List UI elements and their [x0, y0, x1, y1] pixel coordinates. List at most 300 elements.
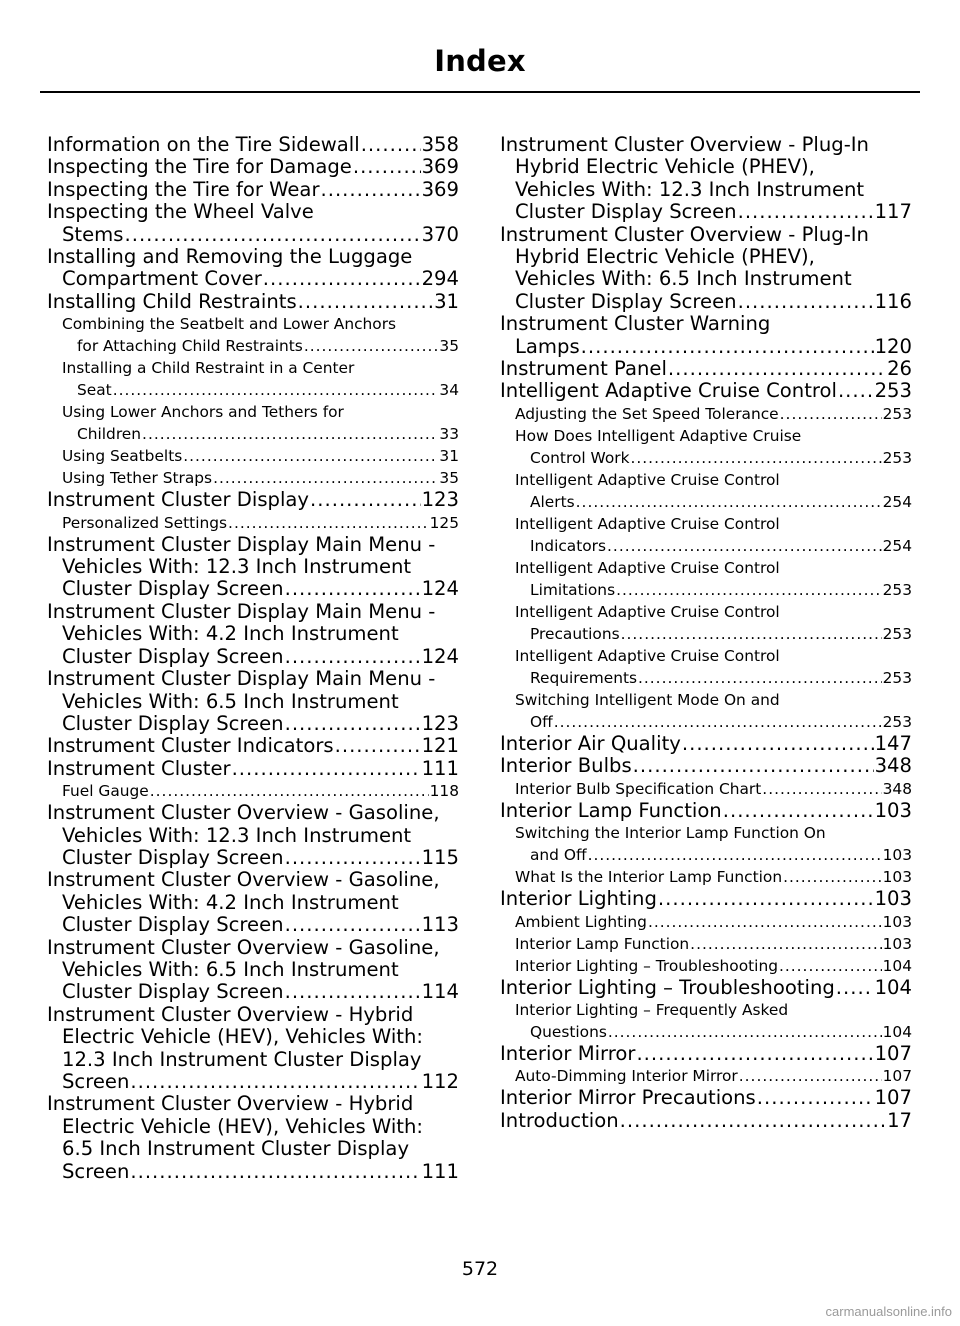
index-subentry	[62, 313, 459, 357]
entry-text: Intelligent Adaptive Cruise Control	[515, 558, 780, 577]
index-entry-line	[47, 847, 459, 869]
index-entry-line	[500, 1087, 912, 1109]
index-entry	[500, 733, 912, 755]
index-entry	[47, 1004, 459, 1094]
index-entry-line	[47, 646, 459, 668]
dot-leader	[607, 535, 882, 557]
index-subentry	[515, 1065, 912, 1087]
entry-text: Vehicles With: 6.5 Inch Instrument	[62, 957, 399, 981]
index-entry-line	[62, 445, 459, 467]
dot-leader	[762, 778, 881, 800]
index-subentry	[515, 689, 912, 733]
page-reference: 33	[439, 425, 459, 444]
index-subentry	[515, 955, 912, 977]
entry-text: Using Tether Straps	[62, 469, 213, 488]
dot-leader	[621, 623, 882, 645]
index-entry	[47, 489, 459, 511]
dot-leader	[228, 512, 429, 534]
index-entry-line	[500, 336, 912, 358]
index-entry-line	[62, 467, 459, 489]
entry-text: Cluster Display Screen	[62, 644, 284, 668]
entry-text: Interior Lamp Function	[500, 798, 722, 822]
page-reference: 107	[882, 1067, 912, 1086]
entry-text: Hybrid Electric Vehicle (PHEV),	[515, 155, 815, 179]
dot-leader	[285, 646, 421, 668]
dot-leader	[353, 156, 421, 178]
entry-text: Stems	[62, 222, 124, 246]
entry-text: Intelligent Adaptive Cruise Control	[515, 470, 780, 489]
index-subentry	[515, 557, 912, 601]
dot-leader	[285, 713, 421, 735]
entry-text: Installing Child Restraints	[47, 289, 297, 313]
dot-leader	[608, 1021, 882, 1043]
dot-leader	[113, 379, 439, 401]
index-entry	[47, 156, 459, 178]
entry-text: Using Lower Anchors and Tethers for	[62, 403, 344, 422]
index-entry	[500, 888, 912, 910]
index-subentry	[515, 513, 912, 557]
index-subentry	[62, 401, 459, 445]
entry-text: Interior Bulbs	[500, 754, 632, 778]
entry-text: Off	[530, 712, 553, 731]
dot-leader	[130, 1161, 420, 1183]
page-reference: 253	[882, 712, 912, 731]
index-entry	[47, 534, 459, 601]
index-entry-line	[47, 1071, 459, 1093]
entry-text: Switching Intelligent Mode On and	[515, 690, 780, 709]
index-entry-line	[515, 623, 912, 645]
dot-leader	[285, 981, 421, 1003]
entry-text: Cluster Display Screen	[62, 913, 284, 937]
index-entry	[47, 802, 459, 869]
page-reference: 35	[439, 469, 459, 488]
dot-leader	[321, 179, 421, 201]
entry-text: Compartment Cover	[62, 267, 262, 291]
dot-leader	[738, 291, 874, 313]
entry-text: Instrument Cluster Overview - Gasoline,	[47, 935, 440, 959]
entry-text: Interior Mirror Precautions	[500, 1086, 756, 1110]
entry-text: Instrument Cluster Overview - Gasoline,	[47, 868, 440, 892]
entry-text: Instrument Panel	[500, 357, 667, 381]
index-entry-line	[515, 491, 912, 513]
dot-leader	[723, 800, 874, 822]
index-entry-line	[62, 379, 459, 401]
entry-text: 6.5 Inch Instrument Cluster Display	[62, 1137, 410, 1161]
index-entry-line	[500, 1110, 912, 1132]
page-reference: 111	[421, 1159, 459, 1183]
dot-leader	[780, 403, 882, 425]
index-entry-line	[500, 800, 912, 822]
index-entry	[500, 1043, 912, 1065]
entry-text: Interior Lighting – Troubleshooting	[500, 975, 835, 999]
page-reference: 253	[882, 624, 912, 643]
index-entry-line	[47, 134, 459, 156]
dot-leader	[581, 336, 874, 358]
dot-leader	[124, 224, 420, 246]
dot-leader	[658, 888, 874, 910]
entry-text: Ambient Lighting	[515, 912, 647, 931]
entry-text: Instrument Cluster Display	[47, 488, 310, 512]
index-entry	[500, 358, 912, 380]
index-column-left	[47, 134, 459, 1183]
dot-leader	[779, 955, 882, 977]
index-entry-line	[47, 179, 459, 201]
entry-text: Instrument Cluster Overview - Gasoline,	[47, 801, 440, 825]
page-reference: 254	[882, 536, 912, 555]
page-reference: 253	[874, 379, 912, 403]
page-reference: 115	[421, 845, 459, 869]
dot-leader	[690, 933, 881, 955]
entry-text: Inspecting the Wheel Valve	[47, 200, 314, 224]
page-reference: 26	[887, 357, 912, 381]
dot-leader	[636, 1043, 873, 1065]
index-entry	[500, 380, 912, 402]
entry-text: Introduction	[500, 1108, 619, 1132]
entry-text: Instrument Cluster Overview - Plug-In	[500, 133, 869, 156]
entry-text: Electric Vehicle (HEV), Vehicles With:	[62, 1114, 423, 1138]
page-reference: 125	[429, 513, 459, 532]
page-number: 572	[461, 1258, 499, 1280]
index-entry-line	[500, 733, 912, 755]
page-reference: 103	[882, 868, 912, 887]
index-entry-line	[62, 423, 459, 445]
dot-leader	[588, 844, 882, 866]
index-entry-line	[515, 911, 912, 933]
index-entry-line	[515, 447, 912, 469]
entry-text: Vehicles With: 12.3 Inch Instrument	[515, 177, 865, 201]
index-entry-line	[47, 156, 459, 178]
entry-text: Instrument Cluster Warning	[500, 312, 771, 336]
index-entry-line	[515, 933, 912, 955]
page-reference: 17	[887, 1108, 912, 1132]
index-entry-line	[515, 844, 912, 866]
page-reference: 370	[421, 222, 459, 246]
index-entry-line	[500, 291, 912, 313]
dot-leader	[335, 735, 421, 757]
dot-leader	[668, 358, 886, 380]
page-reference: 103	[882, 846, 912, 865]
entry-text: Installing a Child Restraint in a Center	[62, 359, 355, 378]
dot-leader	[130, 1071, 420, 1093]
entry-text: Interior Lamp Function	[515, 934, 690, 953]
index-subentry	[62, 445, 459, 467]
page-reference: 34	[439, 381, 459, 400]
index-subentry	[515, 645, 912, 689]
index-entry	[47, 246, 459, 291]
index-entry-line	[47, 1161, 459, 1183]
index-entry-line	[515, 1065, 912, 1087]
entry-text: Limitations	[530, 580, 616, 599]
page-reference: 348	[882, 779, 912, 798]
index-entry-line	[500, 358, 912, 380]
entry-text: Fuel Gauge	[62, 782, 149, 801]
dot-leader	[648, 911, 882, 933]
entry-text: Lamps	[515, 334, 580, 358]
index-entry	[500, 224, 912, 314]
entry-text: Cluster Display Screen	[62, 711, 284, 735]
index-entry-line	[515, 403, 912, 425]
index-subentry	[515, 425, 912, 469]
index-entry-line	[515, 667, 912, 689]
dot-leader	[738, 201, 874, 223]
entry-text: Vehicles With: 4.2 Inch Instrument	[62, 622, 399, 646]
dot-leader	[576, 491, 882, 513]
index-subentry	[62, 780, 459, 802]
index-entry-line	[62, 335, 459, 357]
entry-text: Intelligent Adaptive Cruise Control	[500, 379, 837, 403]
entry-text: Cluster Display Screen	[62, 577, 284, 601]
entry-text: Hybrid Electric Vehicle (PHEV),	[515, 245, 815, 269]
index-entry-line	[47, 578, 459, 600]
dot-leader	[232, 758, 421, 780]
index-subentry	[515, 866, 912, 888]
entry-text: 12.3 Inch Instrument Cluster Display	[62, 1047, 422, 1071]
entry-text: Precautions	[530, 624, 620, 643]
page-reference: 120	[874, 334, 912, 358]
entry-text: Interior Lighting – Troubleshooting	[515, 956, 778, 975]
dot-leader	[150, 780, 429, 802]
entry-text: Cluster Display Screen	[515, 289, 737, 313]
index-entry	[47, 1093, 459, 1183]
page-reference: 253	[882, 404, 912, 423]
entry-text: Requirements	[530, 668, 637, 687]
index-column-right	[500, 134, 912, 1132]
index-entry-line	[500, 977, 912, 999]
index-subentry	[515, 778, 912, 800]
index-entry-line	[515, 579, 912, 601]
index-subentry	[515, 601, 912, 645]
entry-text: Vehicles With: 12.3 Inch Instrument	[62, 555, 412, 579]
index-entry-line	[515, 711, 912, 733]
index-subentry	[515, 911, 912, 933]
index-entry	[47, 291, 459, 313]
page-reference: 118	[429, 782, 459, 801]
entry-text: Instrument Cluster Display Main Menu -	[47, 667, 436, 691]
dot-leader	[633, 755, 874, 777]
page-title: Index	[434, 44, 526, 78]
dot-leader	[183, 445, 438, 467]
dot-leader	[361, 134, 421, 156]
page-reference: 294	[421, 267, 459, 291]
dot-leader	[285, 914, 421, 936]
index-entry	[47, 735, 459, 757]
index-subentry	[62, 467, 459, 489]
dot-leader	[554, 711, 882, 733]
entry-text: Screen	[62, 1159, 130, 1183]
entry-text: Using Seatbelts	[62, 447, 183, 466]
index-entry	[47, 601, 459, 668]
entry-text: Questions	[530, 1022, 607, 1041]
index-entry-line	[47, 981, 459, 1003]
index-subentry	[515, 999, 912, 1043]
dot-leader	[213, 467, 438, 489]
entry-text: Cluster Display Screen	[62, 845, 284, 869]
entry-text: Auto-Dimming Interior Mirror	[515, 1067, 738, 1086]
dot-leader	[310, 489, 421, 511]
page-reference: 117	[874, 200, 912, 224]
page-reference: 369	[421, 155, 459, 179]
dot-leader	[682, 733, 874, 755]
page-reference: 104	[874, 975, 912, 999]
entry-text: Instrument Cluster Display Main Menu -	[47, 599, 436, 623]
entry-text: Screen	[62, 1070, 130, 1093]
entry-text: How Does Intelligent Adaptive Cruise	[515, 426, 802, 445]
page-reference: 107	[874, 1086, 912, 1110]
index-entry-line	[500, 888, 912, 910]
entry-text: Vehicles With: 6.5 Inch Instrument	[62, 689, 399, 713]
index-entry	[47, 134, 459, 156]
page-reference: 31	[434, 289, 459, 313]
page-reference: 104	[882, 956, 912, 975]
dot-leader	[638, 667, 882, 689]
entry-text: Instrument Cluster Overview - Hybrid	[47, 1092, 414, 1116]
index-entry-line	[47, 758, 459, 780]
index-entry	[47, 201, 459, 246]
entry-text: Instrument Cluster	[47, 756, 231, 780]
entry-text: Cluster Display Screen	[62, 980, 284, 1004]
entry-text: Seat	[77, 381, 112, 400]
entry-text: Interior Bulb Specification Chart	[515, 779, 762, 798]
dot-leader	[304, 335, 439, 357]
page-reference: 123	[421, 488, 459, 512]
page-reference: 114	[421, 980, 459, 1004]
index-entry-line	[47, 489, 459, 511]
entry-text: Inspecting the Tire for Damage	[47, 155, 352, 179]
index-entry	[500, 977, 912, 999]
index-entry-line	[62, 780, 459, 802]
entry-text: Combining the Seatbelt and Lower Anchors	[62, 315, 397, 334]
index-entry-line	[515, 535, 912, 557]
entry-text: Instrument Cluster Overview - Plug-In	[500, 222, 869, 246]
entry-text: Information on the Tire Sidewall	[47, 133, 360, 156]
page-reference: 35	[439, 337, 459, 356]
entry-text: Instrument Cluster Display Main Menu -	[47, 532, 436, 556]
entry-text: Intelligent Adaptive Cruise Control	[515, 602, 780, 621]
dot-leader	[616, 579, 882, 601]
index-entry	[500, 755, 912, 777]
index-entry-line	[500, 380, 912, 402]
entry-text: Instrument Cluster Overview - Hybrid	[47, 1002, 414, 1026]
index-entry-line	[47, 914, 459, 936]
entry-text: Vehicles With: 6.5 Inch Instrument	[515, 267, 852, 291]
dot-leader	[285, 847, 421, 869]
entry-text: What Is the Interior Lamp Function	[515, 868, 783, 887]
entry-text: Inspecting the Tire for Wear	[47, 177, 320, 201]
index-entry-line	[47, 713, 459, 735]
watermark: carmanualsonline.info	[825, 1304, 952, 1319]
entry-text: Interior Lighting	[500, 887, 657, 911]
page-reference: 147	[874, 731, 912, 755]
entry-text: Interior Lighting – Frequently Asked	[515, 1000, 789, 1019]
index-entry-line	[47, 268, 459, 290]
entry-text: and Off	[530, 846, 587, 865]
index-entry	[47, 758, 459, 780]
index-entry	[47, 869, 459, 936]
index-entry-line	[47, 224, 459, 246]
dot-leader	[739, 1065, 882, 1087]
entry-text: Intelligent Adaptive Cruise Control	[515, 646, 780, 665]
index-subentry	[515, 933, 912, 955]
entry-text: Personalized Settings	[62, 513, 228, 532]
entry-text: Instrument Cluster Indicators	[47, 734, 334, 758]
dot-leader	[631, 447, 882, 469]
page-reference: 124	[421, 577, 459, 601]
index-entry-line	[515, 1021, 912, 1043]
entry-text: Cluster Display Screen	[515, 200, 737, 224]
dot-leader	[783, 866, 882, 888]
page-reference: 103	[874, 798, 912, 822]
index-subentry	[515, 403, 912, 425]
page-reference: 111	[421, 756, 459, 780]
index-entry	[500, 800, 912, 822]
dot-leader	[620, 1110, 886, 1132]
page-reference: 358	[421, 133, 459, 156]
index-subentry	[62, 512, 459, 534]
entry-text: Alerts	[530, 492, 575, 511]
index-entry-line	[62, 512, 459, 534]
dot-leader	[263, 268, 421, 290]
page-reference: 31	[439, 447, 459, 466]
entry-text: Control Work	[530, 448, 630, 467]
page-reference: 121	[421, 734, 459, 758]
page-reference: 113	[421, 913, 459, 937]
index-subentry	[515, 469, 912, 513]
page-reference: 369	[421, 177, 459, 201]
page-reference: 112	[421, 1070, 459, 1093]
page-reference: 123	[421, 711, 459, 735]
index-entry	[47, 179, 459, 201]
index-entry	[47, 668, 459, 735]
entry-text: Switching the Interior Lamp Function On	[515, 824, 826, 843]
page-reference: 107	[874, 1041, 912, 1065]
entry-text: Installing and Removing the Luggage	[47, 245, 413, 269]
entry-text: Vehicles With: 12.3 Inch Instrument	[62, 823, 412, 847]
index-entry-line	[515, 778, 912, 800]
page-reference: 253	[882, 668, 912, 687]
index-entry	[47, 937, 459, 1004]
entry-text: Indicators	[530, 536, 607, 555]
index-entry	[500, 313, 912, 358]
entry-text: Vehicles With: 4.2 Inch Instrument	[62, 890, 399, 914]
index-entry-line	[515, 866, 912, 888]
page-reference: 103	[882, 934, 912, 953]
dot-leader	[142, 423, 438, 445]
page-reference: 124	[421, 644, 459, 668]
page-reference: 116	[874, 289, 912, 313]
index-entry	[500, 134, 912, 224]
dot-leader	[757, 1087, 874, 1109]
page-reference: 253	[882, 448, 912, 467]
dot-leader	[285, 578, 421, 600]
index-entry	[500, 1110, 912, 1132]
page-reference: 103	[882, 912, 912, 931]
dot-leader	[836, 977, 874, 999]
dot-leader	[298, 291, 433, 313]
entry-text: Intelligent Adaptive Cruise Control	[515, 514, 780, 533]
page-reference: 254	[882, 492, 912, 511]
index-subentry	[62, 357, 459, 401]
index-entry-line	[515, 955, 912, 977]
page-reference: 104	[882, 1022, 912, 1041]
page-reference: 348	[874, 754, 912, 778]
index-entry-line	[47, 291, 459, 313]
index-entry-line	[500, 1043, 912, 1065]
entry-text: Interior Mirror	[500, 1041, 636, 1065]
dot-leader	[838, 380, 874, 402]
page-reference: 253	[882, 580, 912, 599]
entry-text: Adjusting the Set Speed Tolerance	[515, 404, 779, 423]
index-entry-line	[500, 755, 912, 777]
